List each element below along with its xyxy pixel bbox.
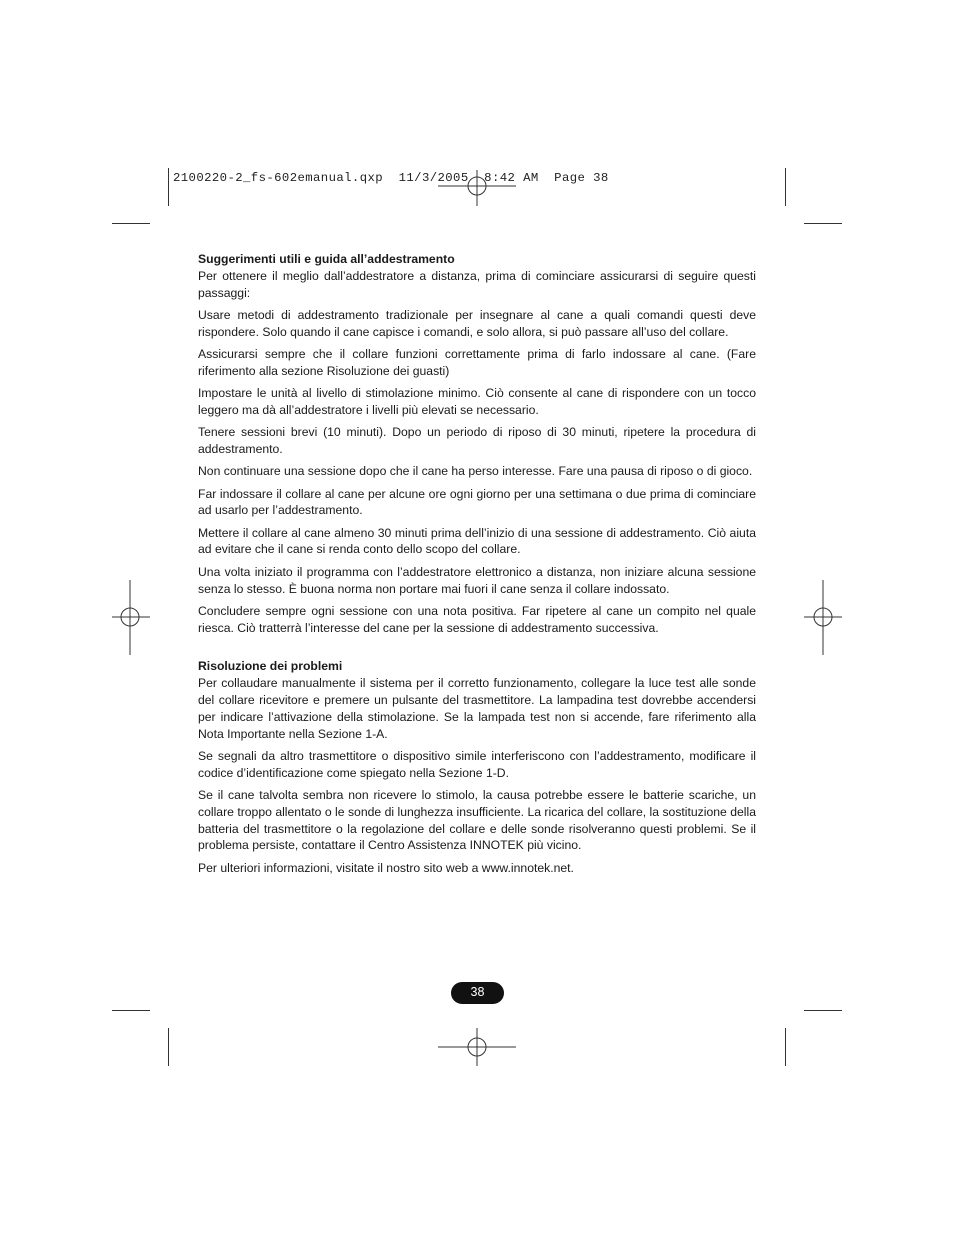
crop-mark <box>804 223 842 224</box>
section-heading: Suggerimenti utili e guida all’addestramento <box>198 252 455 266</box>
section-heading: Risoluzione dei problemi <box>198 659 343 674</box>
paragraph: Se il cane talvolta sembra non ricevere lo stimolo, la causa potrebbe essere le batterie scariche, un collare troppo allentato o le sonde di lunghezza insufficiente. La ricarica del collare, la sostituzione della batteria del trasmettitore o la regolazione del collare e delle sonde risolveranno questi problemi. Se il problema persiste, contattare il Centro Assistenza INNOTEK più vicino. <box>198 788 756 853</box>
registration-mark-top <box>438 168 516 208</box>
paragraph: Assicurarsi sempre che il collare funzioni correttamente prima di farlo indossare al cane. (Fare riferimento alla sezione Risoluzione dei guasti) <box>198 346 756 378</box>
paragraph: Una volta iniziato il programma con l’addestratore elettronico a distanza, non iniziare alcuna sessione senza lo stesso. È buona norma non portare mai fuori il cane senza il collare indossato. <box>198 564 756 596</box>
paragraph: Usare metodi di addestramento tradizionale per insegnare al cane a quali comandi questi deve rispondere. Solo quando il cane capisce i comandi, e solo allora, si può passare all’uso del collare. <box>198 307 756 339</box>
crop-mark <box>785 1028 786 1066</box>
paragraph: Non continuare una sessione dopo che il cane ha perso interesse. Fare una pausa di riposo o di gioco. <box>198 464 753 479</box>
crop-mark <box>168 168 169 206</box>
crop-mark <box>785 168 786 206</box>
paragraph: Concludere sempre ogni sessione con una nota positiva. Far ripetere al cane un compito nel quale riesca. Ciò tratterrà l’interesse del cane per la sessione di addestramento successiva. <box>198 603 756 635</box>
paragraph: Tenere sessioni brevi (10 minuti). Dopo un periodo di riposo di 30 minuti, ripetere la procedura di addestramento. <box>198 425 756 456</box>
paragraph: Far indossare il collare al cane per alcune ore ogni giorno per una settimana o due prima di cominciare ad usarlo per l’addestramento. <box>198 486 756 518</box>
paragraph: Mettere il collare al cane almeno 30 minuti prima dell’inizio di una sessione di addestramento. Ciò aiuta ad evitare che il cane si renda conto dello scopo del collare. <box>198 525 756 557</box>
page-content <box>198 251 756 882</box>
page-number-badge: 38 <box>451 982 504 1004</box>
registration-mark-left <box>112 580 152 656</box>
section-training-tips <box>198 251 756 636</box>
paragraph: Per ottenere il meglio dall’addestratore a distanza, prima di cominciare assicurarsi di seguire questi passaggi: <box>198 268 756 300</box>
crop-mark <box>112 1010 150 1011</box>
section-troubleshooting <box>198 658 756 876</box>
registration-mark-bottom <box>438 1028 516 1068</box>
paragraph: Impostare le unità al livello di stimolazione minimo. Ciò consente al cane di rispondere con un tocco leggero ma dà all’addestratore i livelli più elevati se necessario. <box>198 386 756 417</box>
print-slug-line: 2100220-2_fs-602emanual.qxp 11/3/2005 8:42 AM Page 38 <box>173 171 609 185</box>
crop-mark <box>112 223 150 224</box>
paragraph: Per collaudare manualmente il sistema per il corretto funzionamento, collegare la luce test alle sonde del collare ricevitore e premere un pulsante del trasmettitore. La lampadina test dovrebbe accendersi per indicare l’attivazione della stimolazione. Se la lampada test non si accende, fare riferimento alla Nota Importante nella Sezione 1-A. <box>198 676 756 741</box>
registration-mark-right <box>802 580 842 656</box>
crop-mark <box>804 1010 842 1011</box>
paragraph: Per ulteriori informazioni, visitate il nostro sito web a www.innotek.net. <box>198 860 574 875</box>
paragraph: Se segnali da altro trasmettitore o dispositivo simile interferiscono con l’addestramento, modificare il codice d’identificazione come spiegato nella Sezione 1-D. <box>198 748 756 780</box>
crop-mark <box>168 1028 169 1066</box>
